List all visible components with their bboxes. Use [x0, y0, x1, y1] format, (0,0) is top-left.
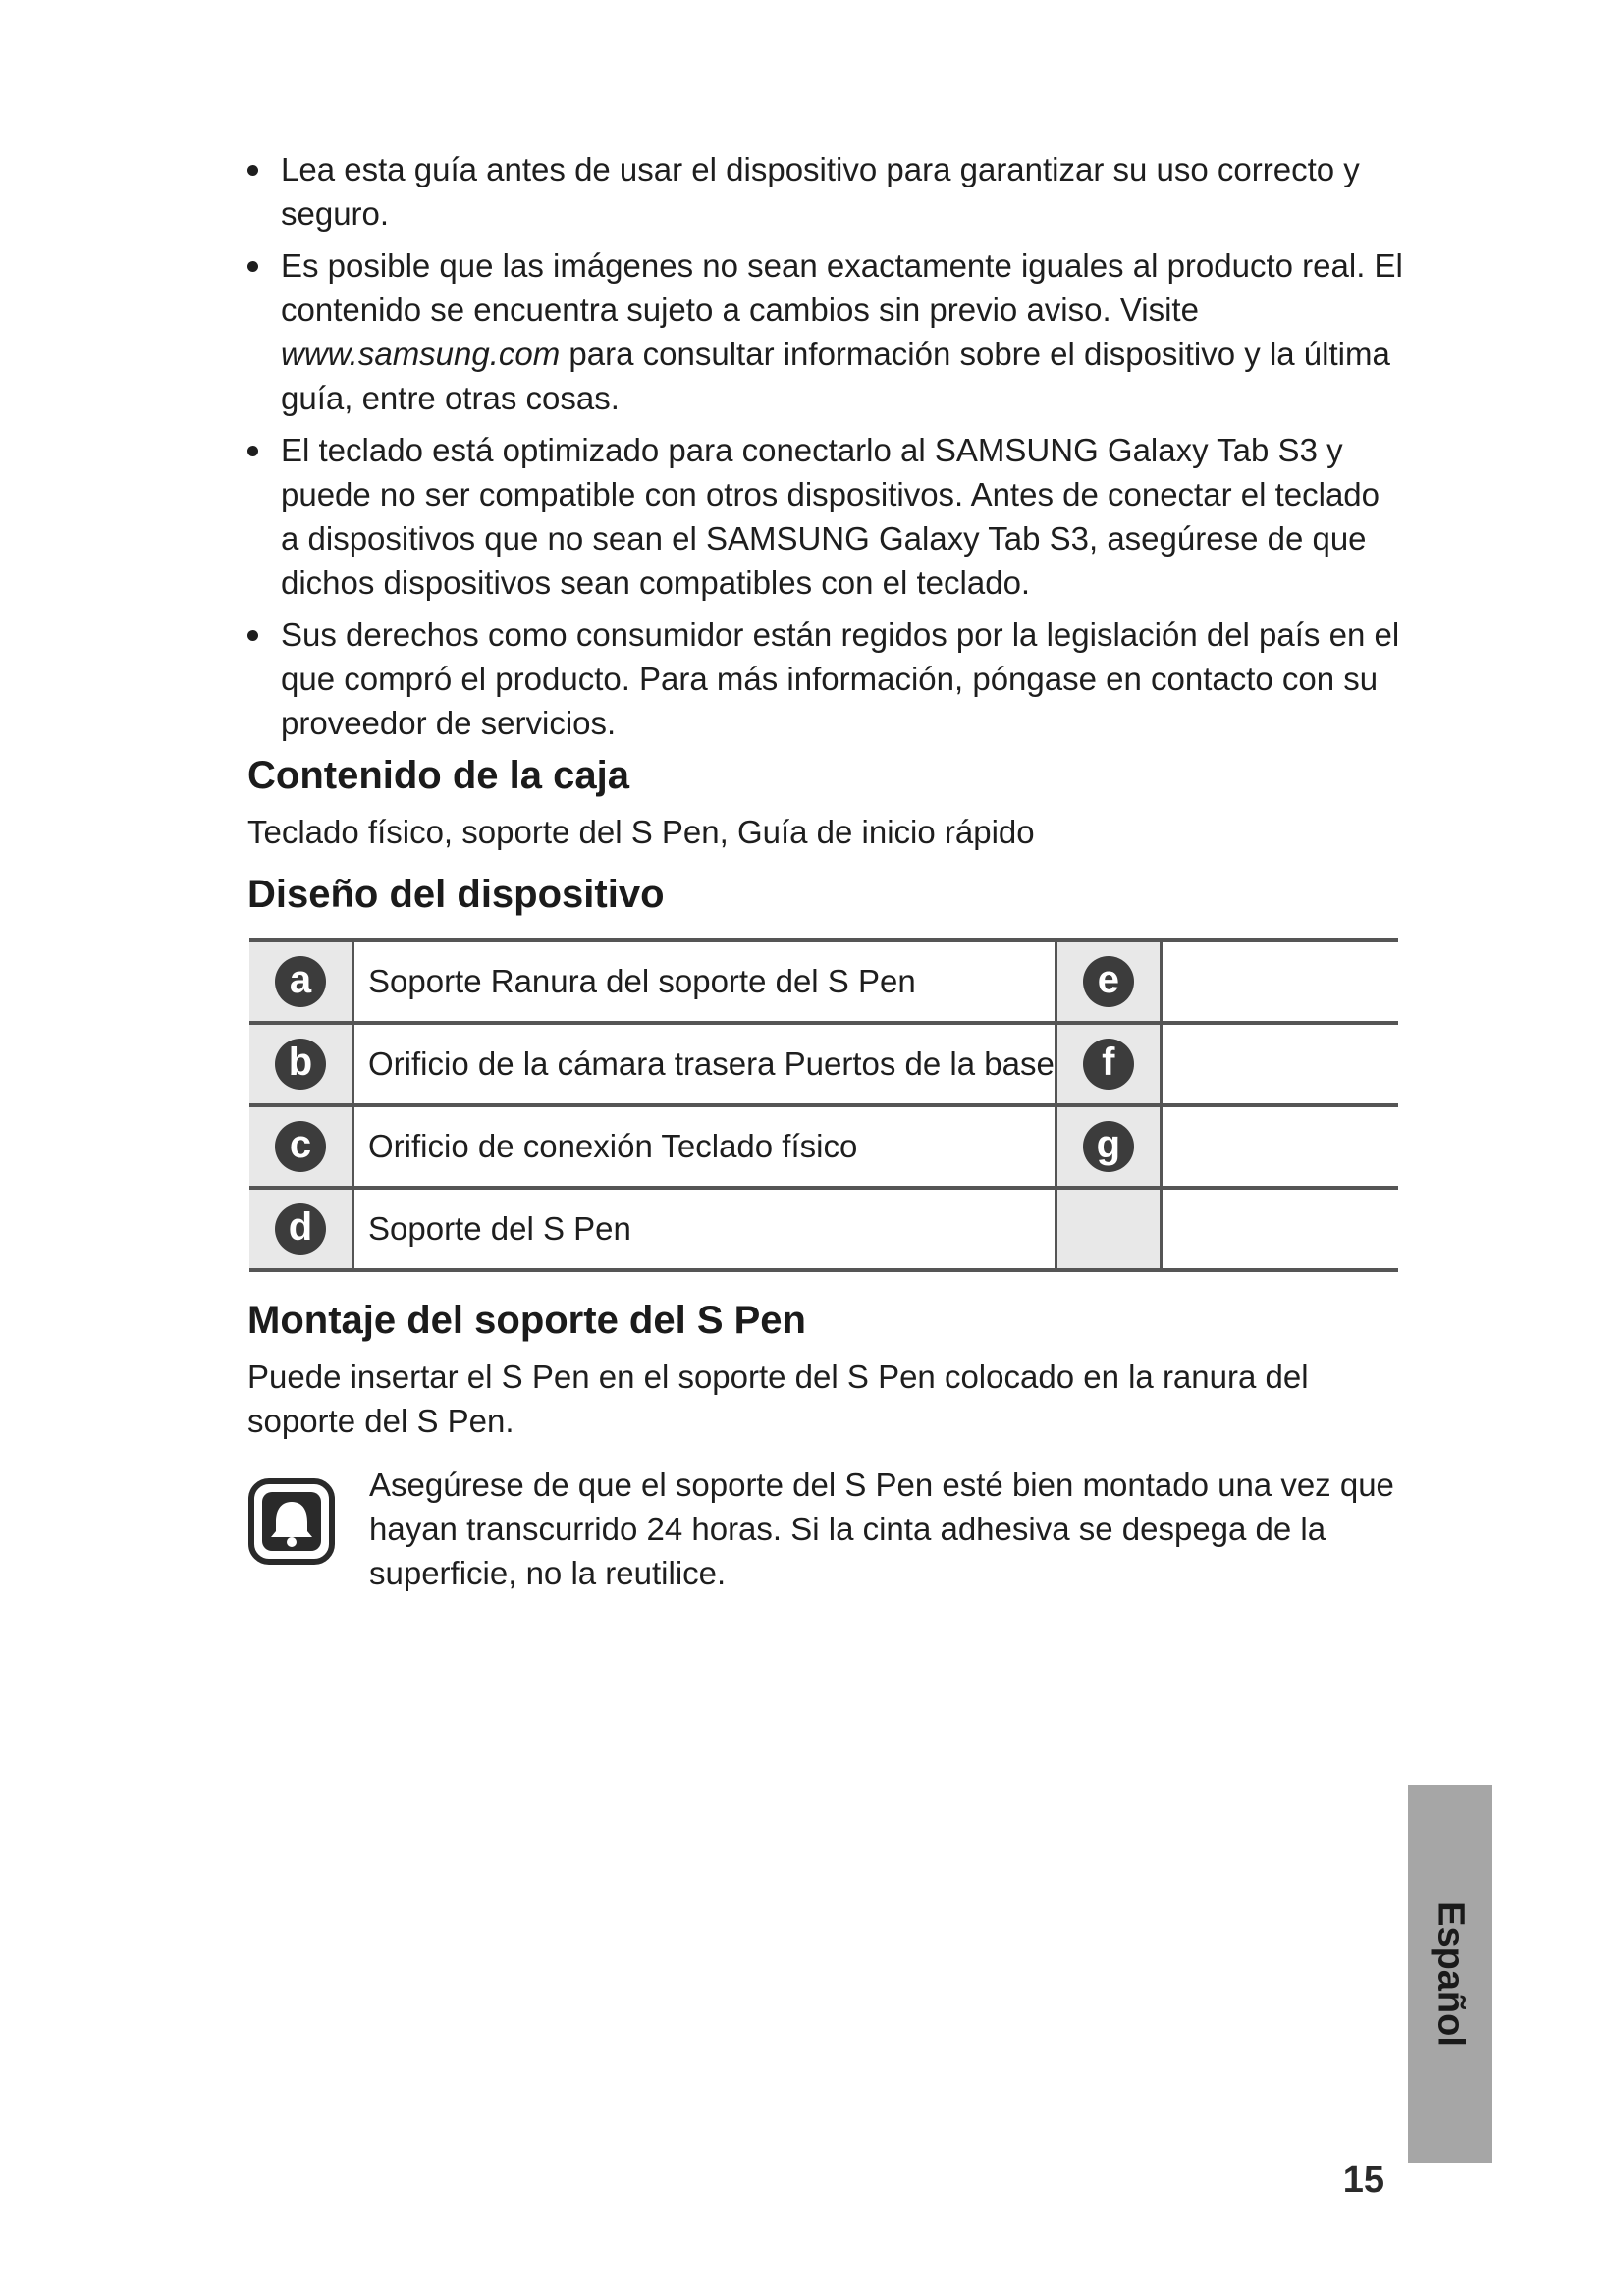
notice-item: Lea esta guía antes de usar el dispositivo para garantizar su uso correcto y seguro.: [245, 147, 1404, 236]
component-label: Soporte Ranura del soporte del S Pen: [353, 940, 1056, 1023]
callout-cell: [1056, 1188, 1161, 1270]
table-row: [249, 940, 1398, 1023]
mounting-heading: Montaje del soporte del S Pen: [247, 1299, 806, 1342]
box-contents-text: Teclado físico, soporte del S Pen, Guía de inicio rápido: [247, 814, 1035, 850]
callout-cell: [1056, 1105, 1161, 1188]
caution-note: Asegúrese de que el soporte del S Pen esté bien montado una vez que hayan transcurrido 24 horas. Si la cinta adhesiva se despega de la superficie, no la reutilice.: [369, 1467, 1394, 1591]
notice-item: Sus derechos como consumidor están regidos por la legislación del país en el que compró el producto. Para más información, póngase en contacto con su proveedor de servicios.: [245, 613, 1404, 745]
callout-badge-e: e: [1083, 956, 1134, 1007]
caution-bell-icon: [247, 1477, 336, 1566]
callout-cell: [1056, 940, 1161, 1023]
box-contents-heading: Contenido de la caja: [247, 754, 629, 797]
callout-badge-a: a: [275, 956, 326, 1007]
table-row: [249, 1023, 1398, 1105]
table-row: [249, 1188, 1398, 1270]
callout-badge-d: d: [275, 1203, 326, 1255]
callout-cell: [1056, 1023, 1161, 1105]
notice-item: El teclado está optimizado para conectarlo al SAMSUNG Galaxy Tab S3 y puede no ser compatible con otros dispositivos. Antes de conectar el teclado a dispositivos que no sean el SAMSUNG Galaxy Tab S3, asegúrese de que dichos dispositivos sean compatibles con el teclado.: [245, 428, 1404, 605]
bullet-dot-icon: [247, 446, 258, 456]
device-layout-table: [249, 938, 1398, 1272]
language-tab-label: Español: [1430, 1900, 1472, 2047]
page-number: 15: [1342, 2160, 1384, 2201]
component-label: [1161, 940, 1398, 1023]
component-label: [1161, 1023, 1398, 1105]
callout-badge-c: c: [275, 1121, 326, 1172]
component-label: [1161, 1188, 1398, 1270]
bullet-dot-icon: [247, 165, 258, 176]
callout-cell: [249, 940, 353, 1023]
language-tab: [1408, 1785, 1492, 2163]
callout-cell: [249, 1023, 353, 1105]
bullet-dot-icon: [247, 630, 258, 641]
callout-cell: [249, 1188, 353, 1270]
component-label: [1161, 1105, 1398, 1188]
notice-item: Es posible que las imágenes no sean exactamente iguales al producto real. El contenido se encuentra sujeto a cambios sin previo aviso. Visite www.samsung.com para consultar información sobre el dispositivo y la última guía, entre otras cosas.: [245, 243, 1404, 420]
component-label: Soporte del S Pen: [353, 1188, 1056, 1270]
samsung-website-link[interactable]: www.samsung.com: [281, 336, 561, 372]
callout-badge-f: f: [1083, 1039, 1134, 1090]
bullet-dot-icon: [247, 261, 258, 272]
notice-list: [245, 147, 1404, 753]
table-row: [249, 1105, 1398, 1188]
device-layout-heading: Diseño del dispositivo: [247, 873, 665, 916]
callout-cell: [249, 1105, 353, 1188]
mounting-text: Puede insertar el S Pen en el soporte del S Pen colocado en la ranura del soporte del S Pen.: [247, 1359, 1309, 1439]
callout-badge-b: b: [275, 1039, 326, 1090]
component-label: Orificio de la cámara trasera Puertos de la base: [353, 1023, 1056, 1105]
callout-badge-g: g: [1083, 1121, 1134, 1172]
component-label: Orificio de conexión Teclado físico: [353, 1105, 1056, 1188]
